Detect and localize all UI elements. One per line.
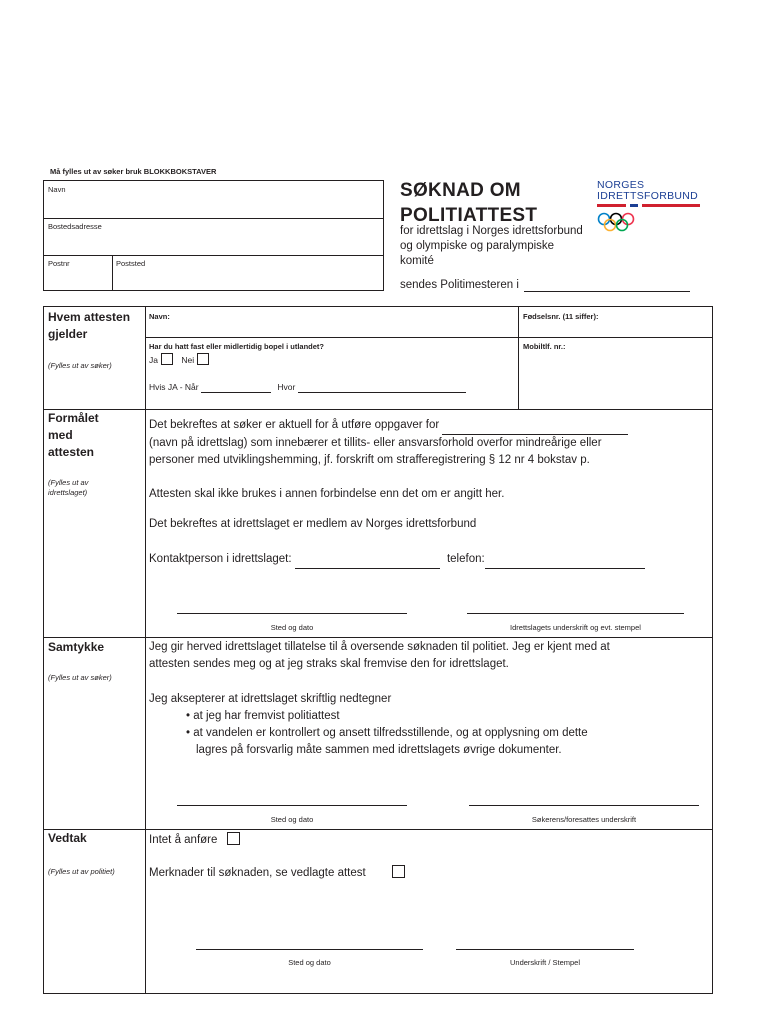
merknader-checkbox[interactable] (392, 865, 405, 878)
form-title (400, 178, 537, 228)
kontakt-label: Kontaktperson i idrettslaget: (149, 553, 292, 565)
section2-p1-line2: (navn på idrettslag) som innebærer et tillits- eller ansvarsforhold overfor mindreårige eller (149, 437, 602, 449)
section3-p1-line2: attesten sendes meg og at jeg straks skal fremvise den for idrettslaget. (149, 658, 509, 670)
section2-sig-line-left[interactable] (177, 613, 407, 614)
kontakt-row (149, 551, 645, 569)
hvis-ja-row (149, 382, 466, 393)
address-label: Bostedsadresse (48, 222, 102, 231)
section2-sig-label-left: Sted og dato (270, 623, 314, 632)
section2-p1-line1: Det bekreftes at søker er aktuell for å utføre oppgaver for (149, 419, 440, 431)
idrettslag-name-input[interactable] (442, 417, 628, 435)
ja-nei-row (149, 353, 209, 365)
bopel-question: Har du hatt fast eller midlertidig bopel i utlandet? (149, 342, 325, 351)
nei-label: Nei (181, 355, 195, 365)
olympic-rings-icon (597, 211, 643, 233)
section1-col-divider (518, 307, 519, 409)
section3-bullet1: • at jeg har fremvist politiattest (186, 710, 340, 722)
section2-paragraph3: Det bekreftes at idrettslaget er medlem av Norges idrettsforbund (149, 518, 477, 530)
form-instruction: Må fylles ut av søker bruk BLOKKBOKSTAVER (50, 167, 217, 176)
navn-label: Navn: (149, 312, 170, 321)
logo-stripe-blue (630, 204, 638, 207)
naar-input[interactable] (201, 382, 271, 393)
intet-checkbox[interactable] (227, 832, 240, 845)
main-form-table (43, 306, 713, 994)
form-subtitle: for idrettslag i Norges idrettsforbund og olympiske og paralympiske komité (400, 225, 583, 267)
section3-sig-line-right[interactable] (469, 805, 699, 806)
section2-title-b: med (48, 428, 73, 442)
logo-stripe-red (597, 204, 626, 207)
name-label: Navn (48, 185, 66, 194)
section1-row-divider (145, 337, 712, 338)
politimester-input[interactable] (524, 279, 690, 292)
section4-note: (Fylles ut av politiet) (48, 867, 115, 876)
title-line-2: POLITIATTEST (400, 205, 538, 226)
hvis-ja-label: Hvis JA - Når (149, 382, 199, 392)
section3-p1-line1: Jeg gir herved idrettslaget tillatelse til å oversende søknaden til politiet. Jeg er kjent med at (149, 641, 610, 653)
logo-stripe-red-2 (642, 204, 700, 207)
sendes-label: sendes Politimesteren i (400, 279, 519, 291)
section1-title-a: Hvem attesten (48, 310, 131, 324)
section3-bullet2-line1: • at vandelen er kontrollert og ansett tilfredsstillende, og at opplysning om dette (186, 727, 588, 739)
hvor-input[interactable] (298, 382, 466, 393)
postnr-field[interactable] (44, 255, 113, 290)
logo-text-2: IDRETTSFORBUND (597, 190, 699, 202)
section2-note-a: (Fylles ut av (48, 478, 89, 487)
section-divider-3 (44, 829, 712, 830)
section2-paragraph1 (149, 417, 704, 469)
nif-logo (597, 180, 707, 236)
postnr-label: Postnr (48, 259, 70, 268)
section4-sig-label-left: Sted og dato (288, 958, 331, 967)
sendes-line (400, 279, 690, 292)
telefon-label: telefon: (446, 553, 485, 565)
section1-note: (Fylles ut av søker) (48, 361, 112, 370)
section3-paragraph2: Jeg aksepterer at idrettslaget skriftlig nedtegner (149, 693, 392, 705)
section2-title-a: Formålet (48, 411, 99, 425)
logo-text-1: NORGES (597, 179, 645, 191)
section-divider-2 (44, 637, 712, 638)
ja-label: Ja (149, 355, 158, 365)
section2-sig-label-right: Idrettslagets underskrift og evt. stempel (510, 623, 641, 632)
kontakt-input[interactable] (295, 551, 440, 569)
vedtak-opt2-label: Merknader til søknaden, se vedlagte attest (149, 867, 366, 879)
section1-title-b: gjelder (48, 327, 88, 341)
name-field[interactable] (44, 181, 383, 219)
section-divider-1 (44, 409, 712, 410)
section2-p1-line3: personer med utviklingshemming, jf. forskrift om strafferegistrering § 12 nr 4 bokstav p. (149, 454, 590, 466)
hvor-label: Hvor (277, 382, 296, 392)
section3-sig-line-left[interactable] (177, 805, 407, 806)
vedtak-opt1-label: Intet å anføre (149, 834, 218, 846)
section3-paragraph1 (149, 639, 709, 673)
section2-note-b: idrettslaget) (48, 488, 88, 497)
section2-paragraph2: Attesten skal ikke brukes i annen forbindelse enn det om er angitt her. (149, 488, 505, 500)
applicant-box (43, 180, 384, 291)
section3-bullet2-line2: lagres på forsvarlig måte sammen med idrettslagets øvrige dokumenter. (196, 744, 562, 756)
fodselsnr-label: Fødselsnr. (11 siffer): (523, 312, 599, 321)
section3-title: Samtykke (48, 640, 105, 654)
section2-note (48, 478, 88, 498)
section2-title (48, 410, 99, 461)
section1-title (48, 309, 130, 343)
section3-sig-label-left: Sted og dato (270, 815, 314, 824)
section4-sig-line-left[interactable] (196, 949, 423, 950)
vedtak-opt2-row (149, 865, 405, 882)
section3-sig-label-right: Søkerens/foresattes underskrift (531, 815, 637, 824)
section4-title: Vedtak (48, 831, 87, 845)
section4-sig-line-right[interactable] (456, 949, 634, 950)
section2-sig-line-right[interactable] (467, 613, 684, 614)
address-field[interactable] (44, 218, 383, 256)
mobil-label: Mobiltlf. nr.: (523, 342, 566, 351)
nei-checkbox[interactable] (197, 353, 209, 365)
vedtak-opt1-row (149, 832, 240, 849)
telefon-input[interactable] (485, 551, 645, 569)
section2-title-c: attesten (48, 445, 95, 459)
section3-bullet2 (186, 725, 588, 759)
poststed-field[interactable] (113, 255, 383, 290)
poststed-label: Poststed (116, 259, 146, 268)
section4-sig-label-right: Underskrift / Stempel (509, 958, 581, 967)
section3-note: (Fylles ut av søker) (48, 673, 112, 682)
title-line-1: SØKNAD OM (400, 180, 521, 201)
ja-checkbox[interactable] (161, 353, 173, 365)
